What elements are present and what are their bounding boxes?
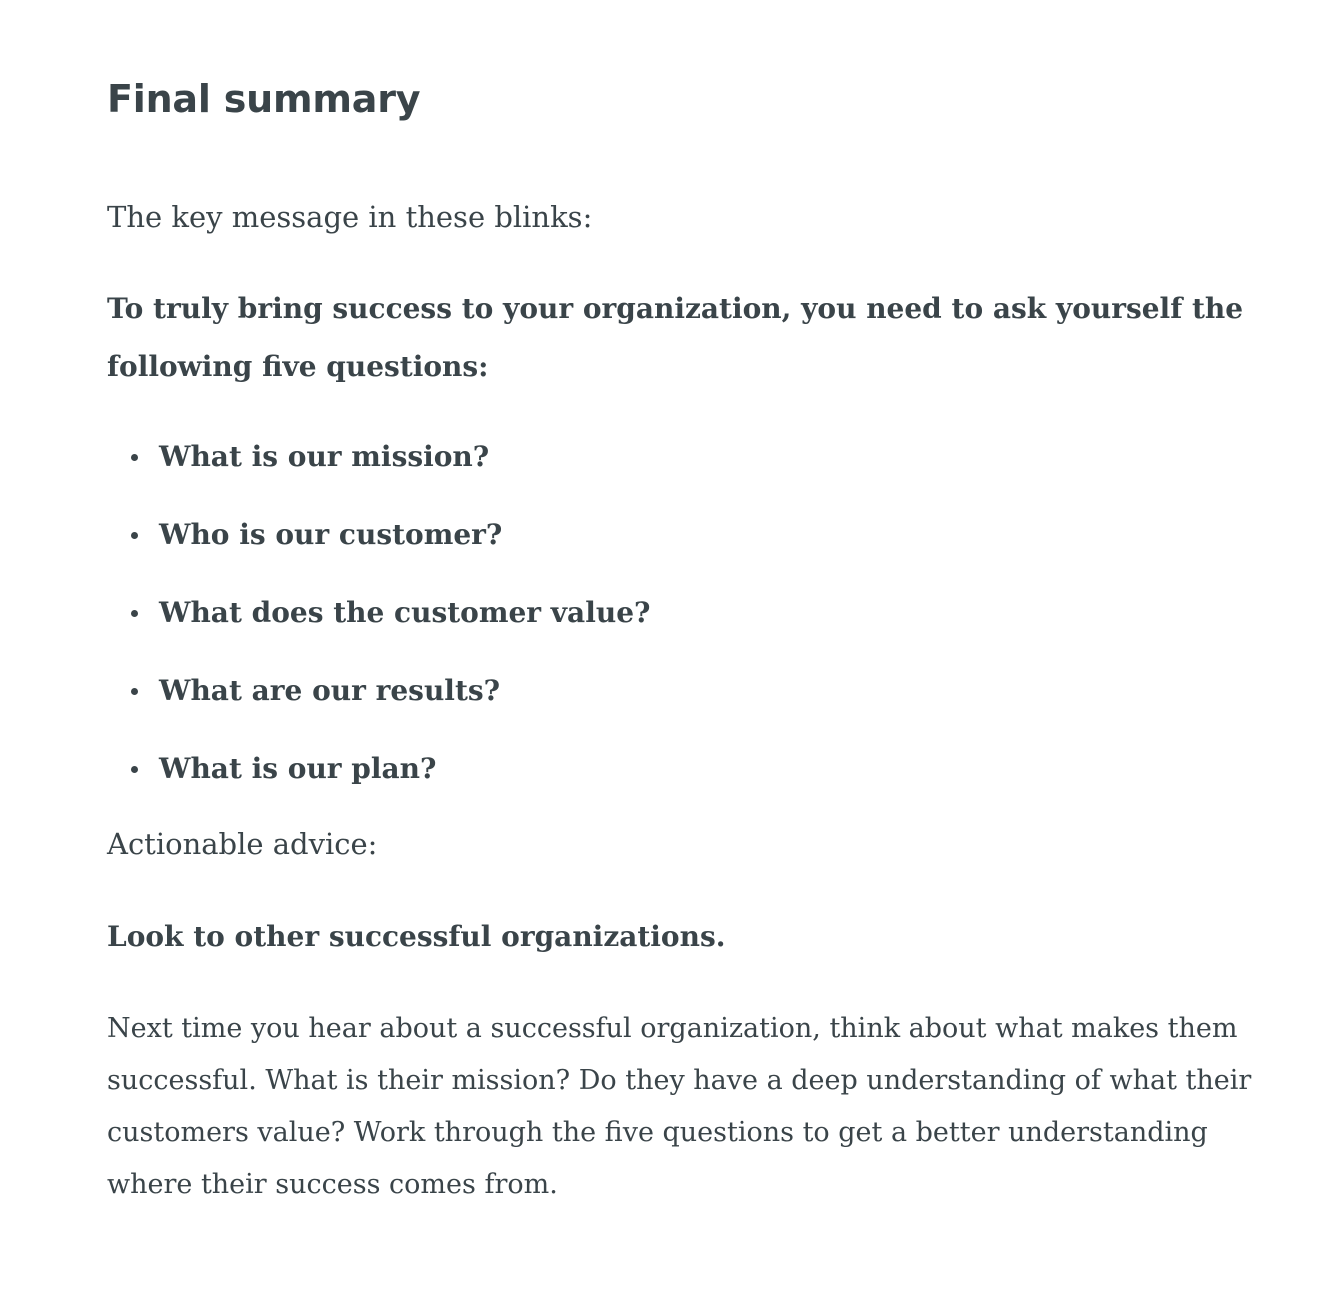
list-item [107, 596, 1274, 630]
key-message-label: The key message in these blinks: [107, 200, 593, 234]
actionable-advice-body: Next time you hear about a successful organization, think about what makes them successful. What is their mission? Do they have a deep understanding of what their customers value? Work through the five questions to get a better understanding where their success comes from. [107, 1013, 1252, 1200]
list-item [107, 752, 1274, 786]
list-item [107, 518, 1274, 552]
question-text: What does the customer value? [159, 596, 651, 629]
bullet-icon [131, 688, 138, 695]
bullet-icon [131, 532, 138, 539]
question-text: What is our plan? [159, 752, 437, 785]
bullet-icon [131, 766, 138, 773]
bullet-icon [131, 454, 138, 461]
question-text: What is our mission? [159, 440, 490, 473]
key-message-text: To truly bring success to your organization, you need to ask yourself the following five questions: [107, 292, 1244, 383]
question-text: Who is our customer? [159, 518, 503, 551]
questions-list [107, 440, 1274, 786]
page-title: Final summary [107, 77, 421, 121]
actionable-advice-title: Look to other successful organizations. [107, 920, 726, 953]
list-item [107, 440, 1274, 474]
bullet-icon [131, 610, 138, 617]
list-item [107, 674, 1274, 708]
actionable-advice-label: Actionable advice: [107, 827, 378, 861]
question-text: What are our results? [159, 674, 501, 707]
